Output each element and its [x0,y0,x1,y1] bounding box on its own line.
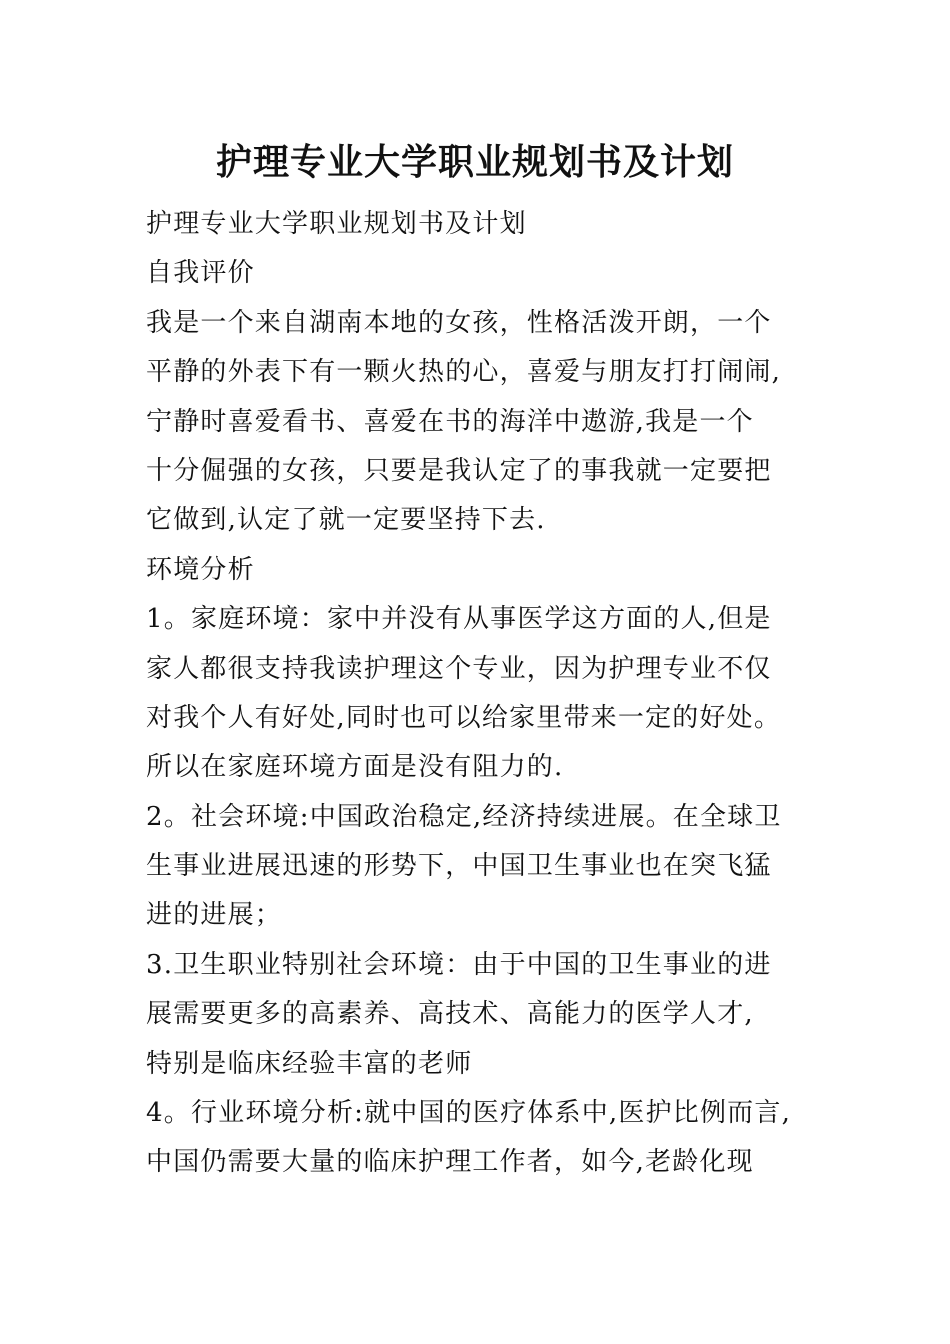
body-line: 家人都很支持我读护理这个专业，因为护理专业不仅 [146,653,772,684]
document-title: 护理专业大学职业规划书及计划 [215,141,734,183]
body-line: 平静的外表下有一颗火热的心，喜爱与朋友打打闹闹, [146,357,782,388]
body-line: 十分倔强的女孩，只要是我认定了的事我就一定要把 [146,455,772,486]
section-heading-environment-analysis: 环境分析 [146,554,255,585]
document-body [146,200,846,1188]
body-line: 护理专业大学职业规划书及计划 [146,209,527,239]
section-heading-self-evaluation: 自我评价 [146,258,255,289]
body-line: 中国仍需要大量的临床护理工作者，如今,老龄化现 [146,1147,754,1178]
body-line: 特别是临床经验丰富的老师 [146,1048,473,1079]
body-line: 展需要更多的高素养、高技术、高能力的医学人才, [146,999,754,1030]
body-line: 3.卫生职业特别社会环境：由于中国的卫生事业的进 [146,949,772,980]
body-line: 1。家庭环境：家中并没有从事医学这方面的人,但是 [146,604,772,635]
body-line: 2。社会环境:中国政治稳定,经济持续进展。在全球卫 [146,801,782,832]
body-line: 生事业进展迅速的形势下，中国卫生事业也在突飞猛 [146,851,772,882]
body-line: 对我个人有好处,同时也可以给家里带来一定的好处。 [146,702,782,733]
body-line: 进的进展； [146,900,283,931]
body-line: 我是一个来自湖南本地的女孩，性格活泼开朗，一个 [146,307,772,338]
body-line: 4。行业环境分析:就中国的医疗体系中,医护比例而言, [146,1098,792,1129]
body-line: 宁静时喜爱看书、喜爱在书的海洋中遨游,我是一个 [146,406,754,437]
body-line: 所以在家庭环境方面是没有阻力的. [146,752,564,783]
body-line: 它做到,认定了就一定要坚持下去. [146,505,546,536]
